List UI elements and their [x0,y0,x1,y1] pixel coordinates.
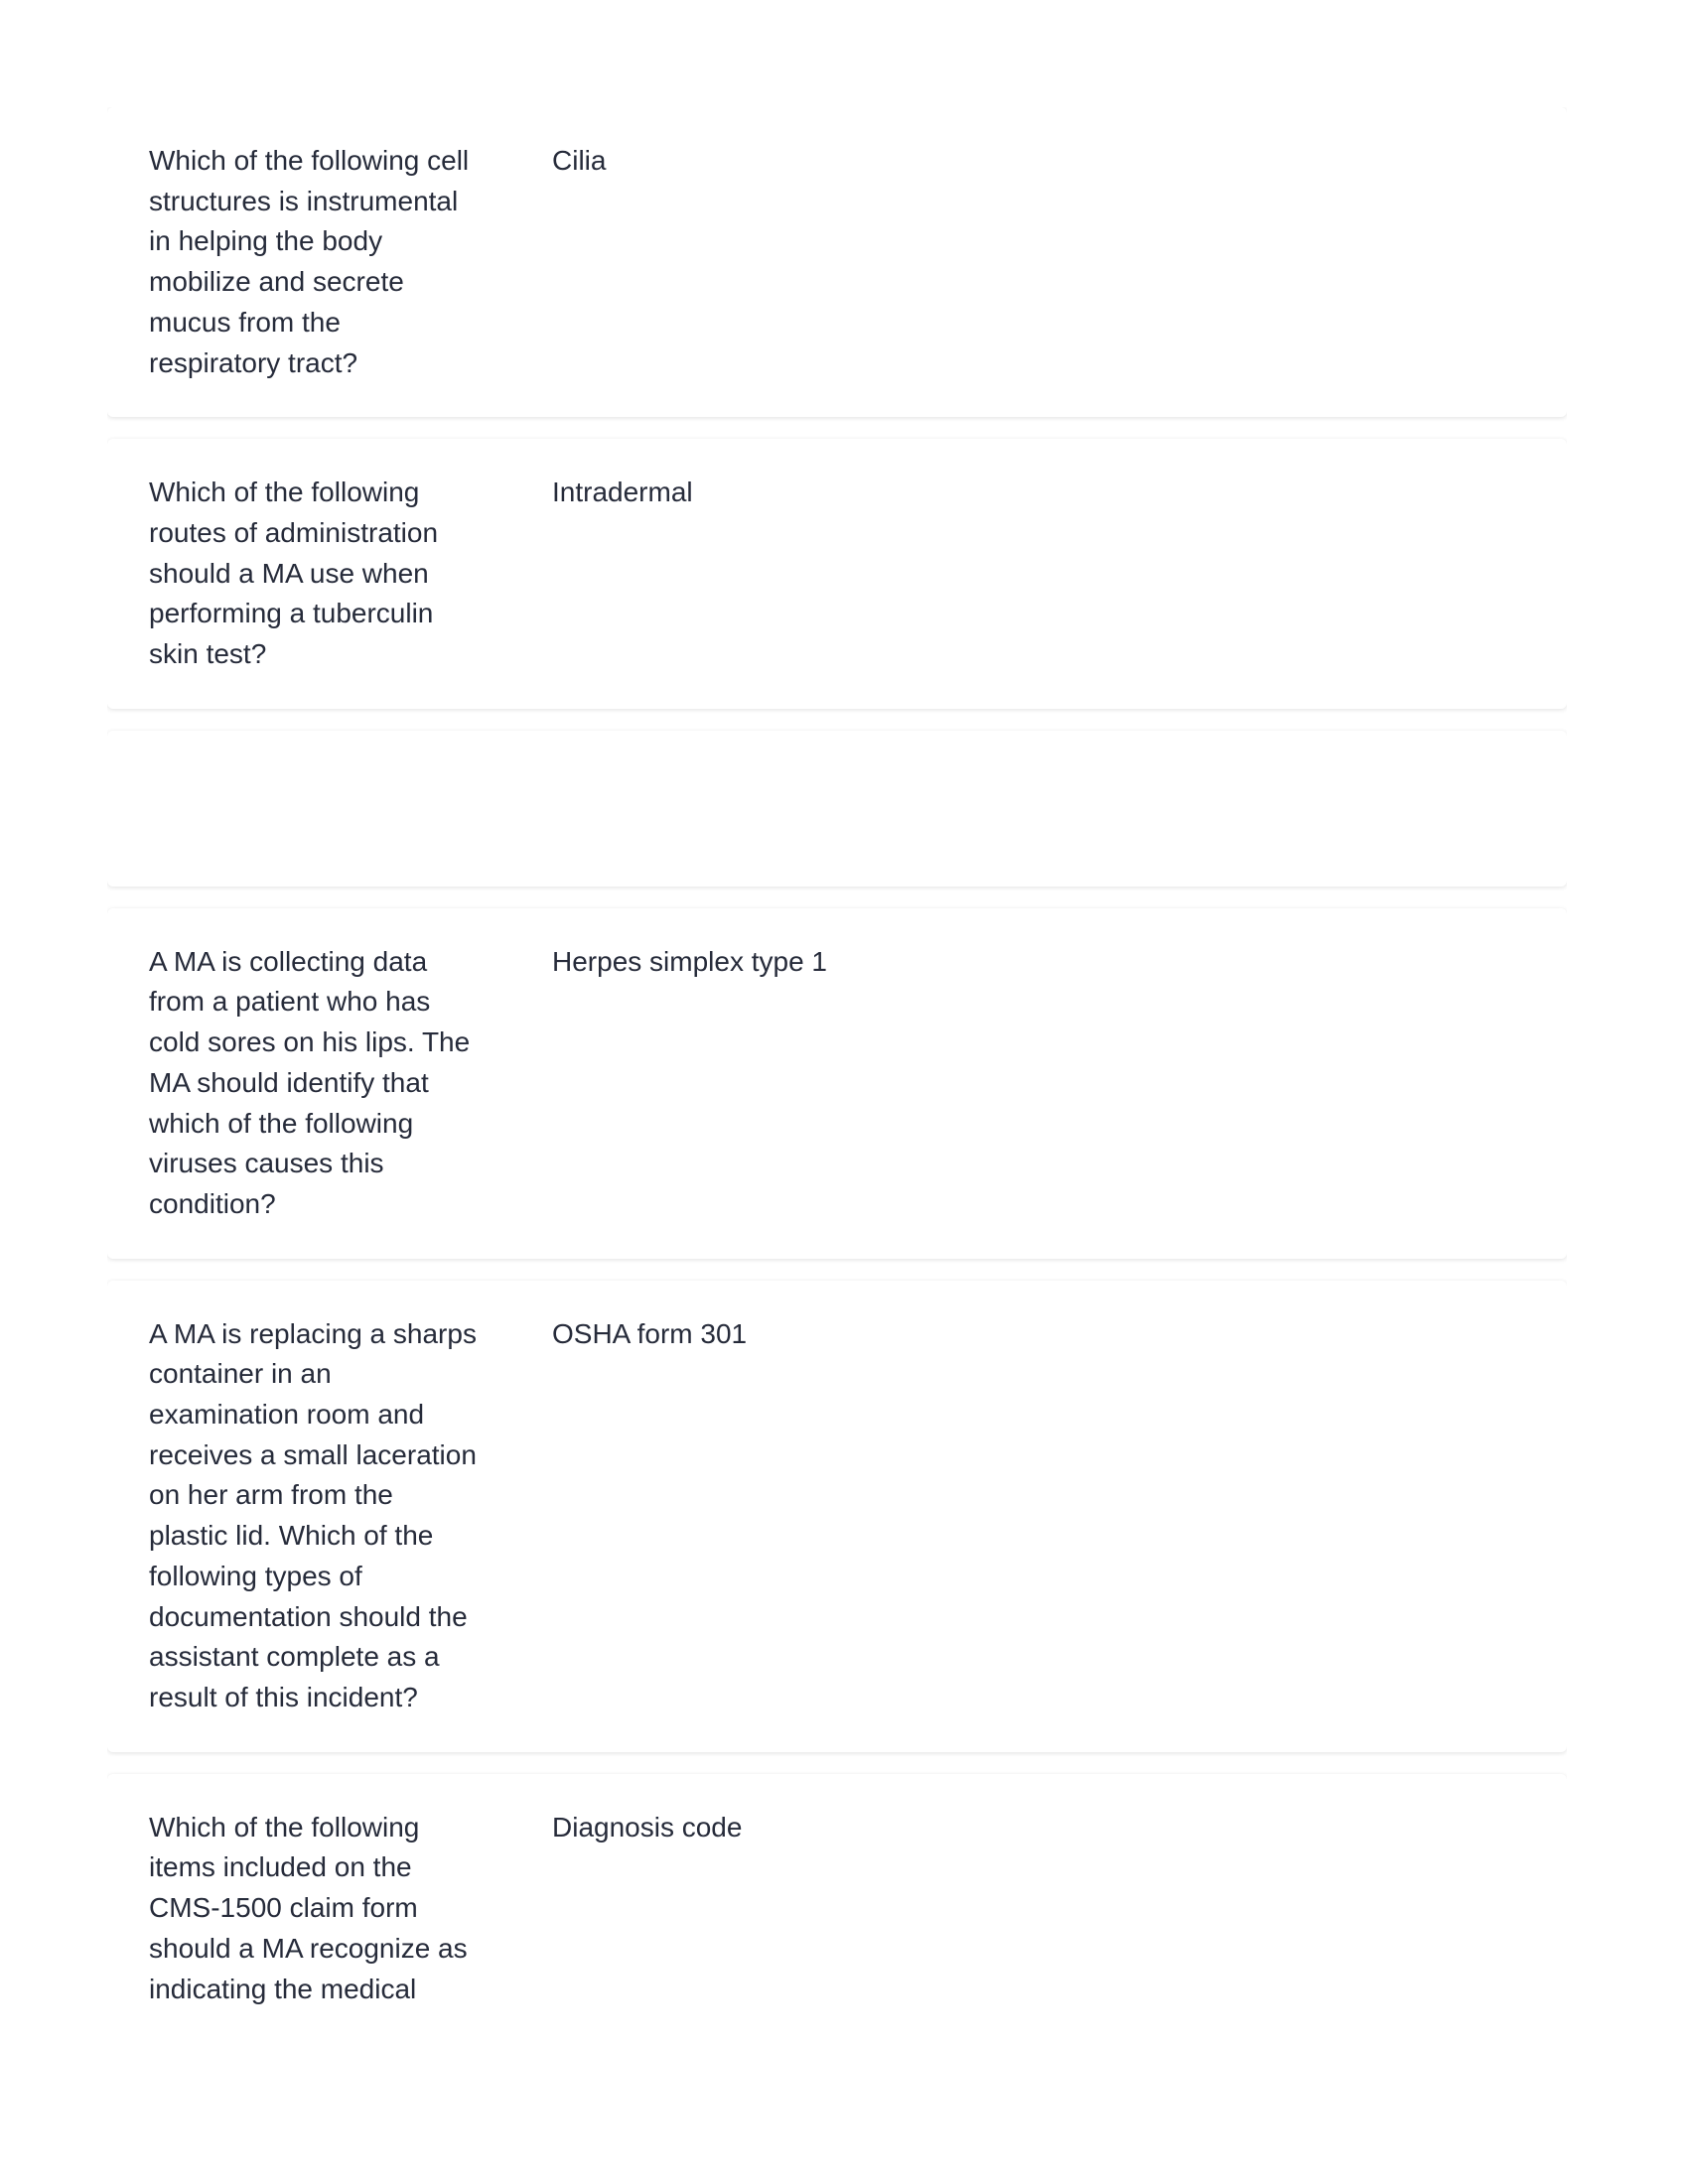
card-answer: Diagnosis code [552,1811,743,1843]
card-answer: Herpes simplex type 1 [552,945,828,977]
card-question: A MA is replacing a sharps container in an examination room and receives a small laceration on her arm from the plastic lid. Which of the following types of documentation should the assistant complete as a result of this incident? [149,1317,477,1712]
card-question: Which of the following routes of administration should a MA use when performing a tuberculin skin test? [149,477,439,670]
card-answer: Cilia [552,145,607,176]
flashcard-list [107,107,1567,2108]
flashcard [107,439,1567,709]
flashcard [107,908,1567,1259]
card-question [149,764,477,853]
flashcard [107,107,1567,417]
card-question: A MA is collecting data from a patient who has cold sores on his lips. The MA should identify that which of the following viruses causes this condition? [149,945,471,1219]
flashcard [107,1281,1567,1752]
flashcard [107,1774,1567,2108]
card-answer: Intradermal [552,477,693,508]
card-answer: OSHA form 301 [552,1317,748,1349]
flashcard-empty [107,731,1567,887]
card-question: Which of the following items included on the CMS-1500 claim form should a MA recognize as indicating the medical [149,1811,468,2004]
card-question: Which of the following cell structures is instrumental in helping the body mobilize and secrete mucus from the respiratory tract? [149,145,470,378]
